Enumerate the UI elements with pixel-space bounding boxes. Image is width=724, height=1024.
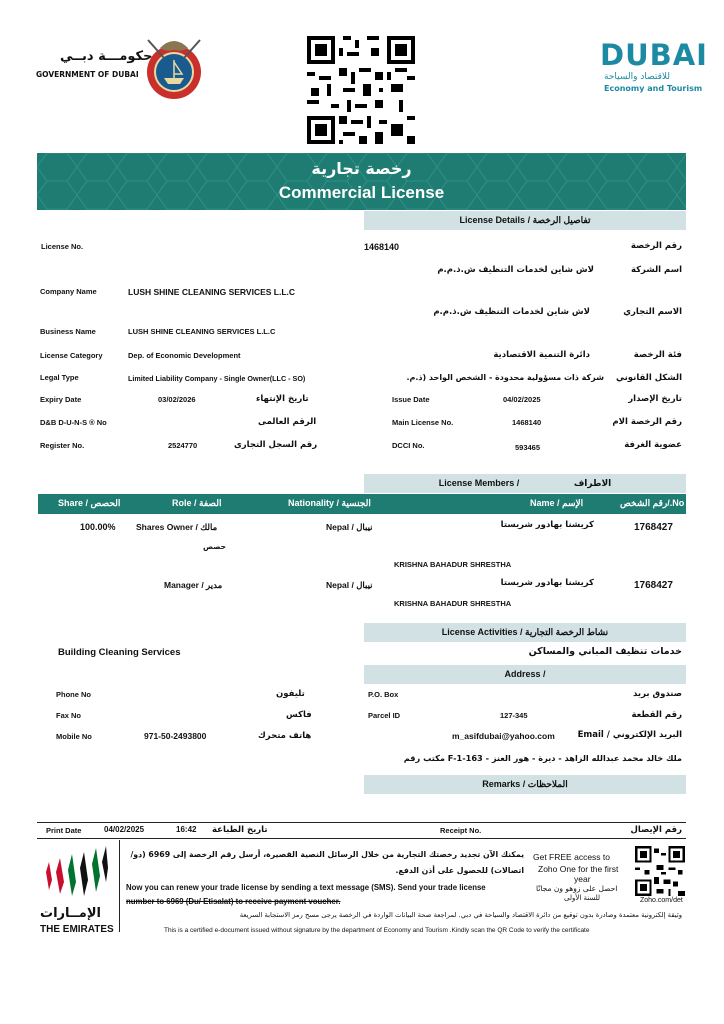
expiry-date-label-ar: تاريخ الإنتهاء	[256, 394, 309, 404]
government-of-dubai-arabic: حكومـــة دبــي	[60, 49, 153, 64]
member-2-person-no: 1768427	[634, 580, 673, 591]
address-header: Address /	[364, 665, 686, 684]
dubai-economy-logo: DUBAI	[600, 38, 708, 72]
dubai-economy-arabic: للاقتصاد والسياحة	[604, 72, 671, 82]
license-category-arabic: دائرة التنمية الاقتصادية	[493, 350, 590, 360]
certification-text-ar: وثيقة إلكترونية معتمدة وصادرة بدون توقيع من دائرة الاقتصاد والسياحة في دبي. لمراجعة صحة البيانات الواردة في الرخصة يرجى مسح رمز الاستجابة السريعة	[239, 911, 682, 919]
full-address-ar: ملك خالد محمد عبدالله الزاهد - ديرة - هور العنز - F-1-163 مكتب رقم	[403, 753, 682, 763]
member-2-nationality: Nepal / نيبال	[326, 580, 373, 590]
remarks-header: Remarks / الملاحظات	[364, 775, 686, 794]
company-name-value: LUSH SHINE CLEANING SERVICES L.L.C	[128, 287, 296, 297]
company-name-arabic: لاش شاين لخدمات التنظيف ش.ذ.م.م	[437, 265, 594, 275]
sms-text-ar-2: اتصالات) للحصول على أذن الدفع.	[395, 866, 524, 875]
issue-date-label: Issue Date	[392, 395, 430, 404]
parcel-id-value: 127-345	[500, 711, 528, 720]
print-date-label-ar: تاريخ الطباعة	[212, 825, 268, 835]
zoho-url: Zoho.com/det	[640, 897, 683, 904]
register-no-value: 2524770	[168, 441, 198, 450]
certification-text-en: This is a certified e-document issued without signature by the department of Economy and Tourism .Kindly scan the QR Code to verify the certificate	[164, 927, 590, 934]
license-no-label-ar: رقم الرخصة	[630, 241, 682, 251]
company-name-label: Company Name	[40, 287, 97, 296]
duns-label: D&B D-U-N-S ® No	[40, 418, 107, 427]
trade-name-label-ar: الاسم التجاري	[623, 307, 682, 317]
sms-text-en-1: Now you can renew your trade license by sending a text message (SMS). Send your trade license	[126, 883, 486, 892]
zoho-qr-code	[634, 846, 686, 896]
emirates-arabic-wordmark: الإمــارات	[40, 906, 101, 921]
emirates-wordmark: THE EMIRATES	[40, 924, 114, 935]
license-title-banner	[37, 153, 686, 210]
col-person-no: رقم الشخص/.No	[620, 498, 685, 508]
business-name-value: LUSH SHINE CLEANING SERVICES L.L.C	[128, 327, 276, 336]
po-box-label-ar: صندوق بريد	[632, 689, 682, 699]
zoho-ad-ar-2: للسنة الأولى	[564, 894, 601, 902]
license-activities-header: License Activities / نشاط الرخصة التجارية	[364, 623, 686, 642]
member-2-name-ar: كريشنا بهادور شريستا	[500, 578, 594, 588]
zoho-ad-ar: احصل على زوهو ون مجانًا	[536, 884, 618, 893]
activity-ar: خدمات تنظيف المباني والمساكن	[528, 646, 682, 657]
po-box-label: P.O. Box	[368, 690, 399, 699]
main-license-value: 1468140	[512, 418, 542, 427]
zoho-ad-line-1: Get FREE access to	[533, 852, 610, 862]
parcel-id-label: Parcel ID	[368, 711, 401, 720]
dcci-no-label-ar: عضوية الغرفة	[624, 440, 682, 450]
member-1-role: Shares Owner / مالك	[136, 522, 218, 532]
main-license-label: Main License No.	[392, 418, 454, 427]
license-members-header	[364, 474, 686, 493]
business-name-label: Business Name	[40, 327, 96, 336]
register-no-label-ar: رقم السجل التجارى	[234, 440, 318, 450]
license-category-label: License Category	[40, 351, 103, 360]
member-1-name-en: KRISHNA BAHADUR SHRESTHA	[394, 560, 512, 569]
zoho-ad-line-2: Zoho One for the first	[538, 864, 619, 874]
page-title: Commercial License	[278, 183, 445, 202]
verification-qr-code	[306, 36, 416, 144]
print-info-bottom-rule	[37, 838, 686, 839]
member-1-nationality: Nepal / نيبال	[326, 522, 373, 532]
col-nationality: Nationality / الجنسية	[288, 498, 371, 508]
legal-type-label-ar: الشكل القانوني	[616, 373, 682, 383]
trade-name-arabic: لاش شاين لخدمات التنظيف ش.ذ.م.م	[433, 307, 590, 317]
receipt-no-label: Receipt No.	[440, 826, 482, 835]
expiry-date-label: Expiry Date	[40, 395, 82, 404]
email-label: Email / البريد الإلكتروني	[577, 730, 682, 740]
title-arabic: رخصة تجارية	[311, 159, 412, 178]
sms-text-ar-1: يمكنك الآن تجديد رخصتك التجارية من خلال الرسائل النصية القصيرة، أرسل رقم الرخصة إلى 6969 (دو/	[130, 850, 524, 859]
license-details-header: License Details / تفاصيل الرخصة	[364, 211, 686, 230]
footer-divider	[119, 840, 120, 932]
sms-text-en-2: number to 6969 (Du/ Etisalat) to receive payment voucher.	[126, 897, 341, 906]
expiry-date-value: 03/02/2026	[158, 395, 196, 404]
company-name-label-ar: اسم الشركة	[630, 265, 682, 275]
dcci-no-value: 593465	[515, 443, 541, 452]
issue-date-label-ar: تاريخ الإصدار	[628, 394, 682, 404]
main-license-label-ar: رقم الرخصة الام	[612, 417, 682, 427]
legal-type-arabic: شركة ذات مسؤولية محدودة - الشخص الواحد (ذ.م.	[406, 373, 604, 382]
license-category-label-ar: فئة الرخصة	[633, 350, 682, 360]
activity-en: Building Cleaning Services	[58, 647, 181, 658]
license-members-title-ar: الاطراف	[573, 479, 612, 489]
mobile-label: Mobile No	[56, 732, 92, 741]
license-members-title: License Members /	[438, 478, 520, 488]
license-no-value: 1468140	[364, 242, 400, 252]
phone-label-ar: تليفون	[276, 689, 305, 699]
uae-emirates-logo	[40, 846, 110, 902]
legal-type-label: Legal Type	[40, 373, 79, 382]
dubai-economy-tagline: Economy and Tourism	[604, 84, 703, 93]
license-category-value: Dep. of Economic Development	[128, 351, 241, 360]
members-table-header	[38, 494, 686, 514]
parcel-id-label-ar: رقم القطعة	[631, 710, 682, 720]
register-no-label: Register No.	[40, 441, 85, 450]
fax-label: Fax No	[56, 711, 82, 720]
member-2-name-en: KRISHNA BAHADUR SHRESTHA	[394, 599, 512, 608]
email-value: m_asifdubai@yahoo.com	[452, 731, 555, 741]
duns-label-ar: الرقم العالمى	[258, 417, 317, 427]
government-of-dubai-label: GOVERNMENT OF DUBAI	[36, 70, 139, 79]
print-info-top-rule	[37, 822, 686, 823]
fax-label-ar: فاكس	[286, 710, 312, 720]
dcci-no-label: DCCI No.	[392, 441, 425, 450]
member-1-person-no: 1768427	[634, 522, 673, 533]
mobile-no-value: 971-50-2493800	[144, 731, 207, 741]
member-1-name-ar: كريشنا بهادور شريستا	[500, 520, 594, 530]
license-no-label: License No.	[41, 242, 84, 251]
issue-date-value: 04/02/2025	[503, 395, 541, 404]
receipt-no-label-ar: رقم الإيصال	[630, 825, 682, 835]
dubai-seal-logo	[138, 30, 210, 102]
member-2-role: Manager / مدير	[164, 580, 223, 590]
phone-label: Phone No	[56, 690, 91, 699]
member-1-role-ar: حصص	[203, 542, 227, 551]
col-name: Name / الإسم	[530, 498, 584, 508]
legal-type-value: Limited Liability Company - Single Owner(LLC - SO)	[128, 374, 306, 383]
member-1-share: 100.00%	[80, 522, 116, 532]
zoho-ad-line-3: year	[574, 874, 591, 884]
col-share: Share / الحصص	[58, 498, 121, 508]
print-date-label: Print Date	[46, 826, 82, 835]
print-date-value: 04/02/2025	[104, 825, 145, 834]
col-role: Role / الصفة	[172, 498, 222, 508]
print-time-value: 16:42	[176, 825, 197, 834]
mobile-label-ar: هاتف متحرك	[258, 731, 312, 741]
